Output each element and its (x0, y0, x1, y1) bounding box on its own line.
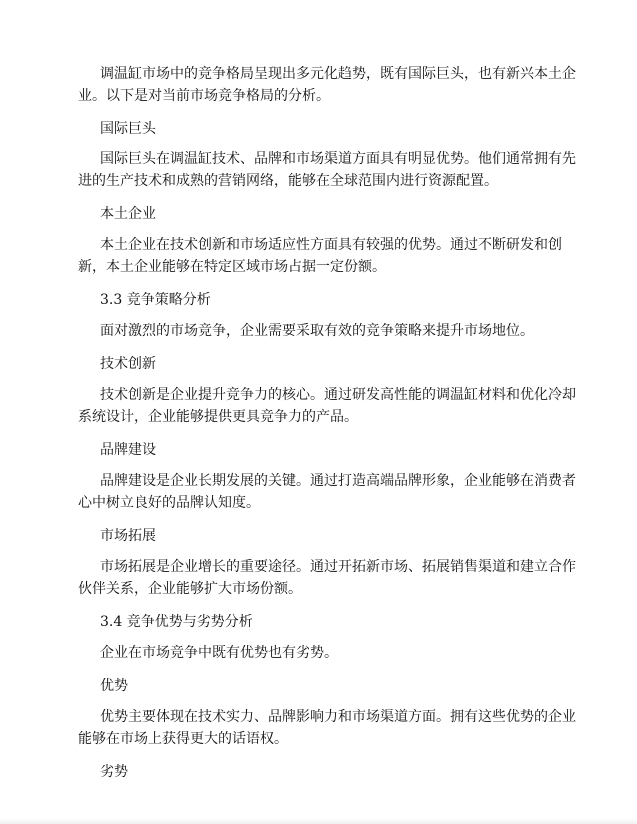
paragraph-advantages: 优势主要体现在技术实力、品牌影响力和市场渠道方面。拥有这些优势的企业能够在市场上获得更大的话语权。 (78, 709, 576, 747)
heading-brand-building: 品牌建设 (100, 442, 156, 458)
paragraph-swot: 企业在市场竞争中既有优势也有劣势。 (100, 645, 338, 661)
heading-local-enterprises: 本土企业 (100, 206, 156, 222)
paragraph-strategy: 面对激烈的市场竞争，企业需要采取有效的竞争策略来提升市场地位。 (100, 323, 534, 339)
heading-international-giants: 国际巨头 (100, 121, 156, 137)
paragraph-intro: 调温缸市场中的竞争格局呈现出多元化趋势，既有国际巨头，也有新兴本土企业。以下是对当前市场竞争格局的分析。 (78, 66, 576, 104)
paragraph-tech-innovation: 技术创新是企业提升竞争力的核心。通过研发高性能的调温缸材料和优化冷却系统设计，企业能够提供更具竞争力的产品。 (78, 387, 576, 425)
heading-disadvantages: 劣势 (100, 764, 128, 780)
heading-tech-innovation: 技术创新 (100, 356, 156, 372)
paragraph-local-enterprises: 本土企业在技术创新和市场适应性方面具有较强的优势。通过不断研发和创新，本土企业能够在特定区域市场占据一定份额。 (78, 237, 562, 275)
paragraph-brand-building: 品牌建设是企业长期发展的关键。通过打造高端品牌形象，企业能够在消费者心中树立良好的品牌认知度。 (78, 473, 576, 511)
heading-section-3-4: 3.4 竞争优势与劣势分析 (100, 614, 253, 630)
paragraph-market-expansion: 市场拓展是企业增长的重要途径。通过开拓新市场、拓展销售渠道和建立合作伙伴关系，企业能够扩大市场份额。 (78, 559, 576, 597)
heading-section-3-3: 3.3 竞争策略分析 (100, 292, 211, 308)
page-bottom-edge (0, 818, 637, 824)
paragraph-international-giants: 国际巨头在调温缸技术、品牌和市场渠道方面具有明显优势。他们通常拥有先进的生产技术和成熟的营销网络，能够在全球范围内进行资源配置。 (78, 151, 576, 189)
heading-advantages: 优势 (100, 678, 128, 694)
heading-market-expansion: 市场拓展 (100, 528, 156, 544)
